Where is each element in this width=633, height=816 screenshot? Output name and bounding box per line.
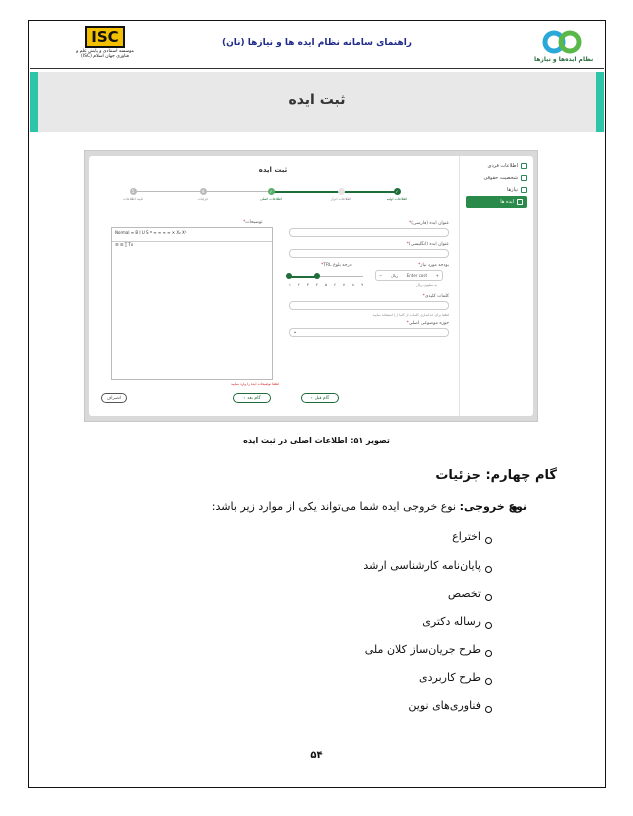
idea-form — [93, 156, 453, 416]
budget-unit: ریال — [390, 273, 399, 278]
trl-tick: ۷ — [343, 283, 345, 287]
screenshot-window — [89, 156, 533, 416]
check-icon: ✓ — [395, 189, 399, 194]
slider-knob-max[interactable] — [314, 273, 320, 279]
sub-bullet-marker — [485, 650, 492, 657]
description-editor[interactable] — [111, 227, 273, 380]
plus-icon[interactable]: + — [435, 273, 439, 278]
bullet-body: نوع خروجی ایده شما می‌تواند یکی از موارد زیر باشد: — [211, 500, 460, 513]
chevron-left-icon: ‹ — [243, 395, 246, 401]
sidebar-item-label: نیازها — [507, 187, 518, 193]
isc-logo — [76, 26, 134, 59]
next-step-button[interactable] — [233, 393, 271, 403]
nan-logo — [534, 28, 594, 68]
title-en-label: عنوان ایده (انگلیسی)* — [406, 242, 449, 247]
sub-bullet-marker — [485, 706, 492, 713]
field-label-text: حوزه موضوعی اصلی — [408, 321, 449, 326]
step-main-info[interactable] — [246, 188, 296, 201]
budget-input[interactable] — [375, 270, 443, 281]
sub-bullet-marker — [485, 594, 492, 601]
sub-bullet-marker — [485, 537, 492, 544]
section-heading: گام چهارم: جزئیات — [435, 468, 557, 483]
step-label: جزئیات — [197, 197, 209, 201]
button-label: گام بعد — [247, 395, 261, 401]
slider-knob-min[interactable] — [286, 273, 292, 279]
button-label: گام قبل — [314, 395, 330, 401]
embedded-screenshot — [84, 150, 538, 422]
step-confirm[interactable] — [108, 188, 158, 201]
trl-tick: ۸ — [352, 283, 354, 287]
cancel-button[interactable]: انصراف — [101, 393, 127, 403]
field-label-text: عنوان ایده (فارسی) — [411, 221, 449, 226]
slider-fill — [289, 276, 317, 278]
trl-tick: ۶ — [334, 283, 336, 287]
output-item: طرح جریان‌ساز کلان ملی — [364, 643, 481, 656]
sub-bullet-marker — [485, 566, 492, 573]
budget-label: بودجه مورد نیاز* — [418, 263, 449, 268]
sub-bullet-marker — [485, 622, 492, 629]
bullet-bold-label: نوع خروجی: — [459, 500, 527, 513]
title-fa-input[interactable] — [289, 228, 449, 237]
description-label: توضیحات* — [243, 220, 263, 225]
field-label-text: کلمات کلیدی — [424, 294, 449, 299]
trl-tick: ۳ — [307, 283, 309, 287]
trl-tick: ۵ — [325, 283, 327, 287]
keywords-label: کلمات کلیدی* — [422, 294, 449, 299]
bullet-text — [212, 500, 527, 513]
keywords-hint: لطفا برای جداسازی کلمات از کاما (,) استفاده نمایید — [372, 313, 449, 317]
trl-tick: ۴ — [316, 283, 318, 287]
sidebar-item-label: اطلاعات فردی — [487, 163, 518, 169]
sidebar-item-needs[interactable] — [460, 184, 533, 196]
page-header — [30, 24, 604, 69]
step-label: اطلاعات اصلی — [259, 197, 282, 201]
output-item: طرح کاربردی — [419, 671, 481, 684]
output-item: رساله دکتری — [422, 615, 481, 628]
keywords-input[interactable] — [289, 301, 449, 310]
field-label-text: درجه بلوغ TRL — [323, 263, 352, 268]
budget-hint: به میلیون ریال — [416, 283, 437, 287]
trl-slider[interactable] — [289, 272, 363, 282]
header-title: راهنمای سامانه نظام ایده ها و نیازها (نان) — [221, 38, 412, 48]
sidebar-item-label: ایده ها — [500, 199, 514, 205]
sidebar-item-legal[interactable] — [460, 172, 533, 184]
step-dot: 5 — [130, 188, 137, 195]
field-label-text: عنوان ایده (انگلیسی) — [408, 242, 449, 247]
field-label-text: بودجه مورد نیاز — [420, 263, 449, 268]
step-label: اطلاعات اولیه — [386, 197, 408, 201]
section-banner — [30, 72, 604, 132]
editor-toolbar[interactable]: Normal ≡ B I U S ❝ ≡ ≡ ≡ ≡ ✕ X₂ X² — [112, 228, 272, 242]
trl-scale — [289, 283, 363, 287]
output-item: تخصص — [447, 587, 481, 600]
user-icon — [521, 163, 527, 169]
prev-step-button[interactable] — [301, 393, 339, 403]
topic-label: حوزه موضوعی اصلی* — [406, 321, 449, 326]
sidebar-item-personal[interactable] — [460, 160, 533, 172]
form-title: ثبت ایده — [258, 166, 288, 174]
sidebar-item-ideas[interactable] — [466, 196, 527, 208]
trl-tick: ۱ — [289, 283, 291, 287]
isc-logo-mark: ISC — [85, 26, 124, 48]
topic-select[interactable] — [289, 328, 449, 337]
step-label: اطلاعات ابزار — [330, 197, 352, 201]
title-en-input[interactable] — [289, 249, 449, 258]
editor-toolbar-row-2[interactable]: ☰ ☰ T̲ Tx — [115, 242, 134, 247]
chevron-left-icon: ‹ — [310, 395, 313, 401]
step-tool-info[interactable] — [316, 188, 366, 201]
chevron-down-icon: ⌄ — [293, 329, 298, 335]
nan-logo-icon — [542, 28, 582, 56]
trl-tick: ۲ — [298, 283, 300, 287]
output-item: پایان‌نامه کارشناسی ارشد — [363, 559, 481, 572]
building-icon — [521, 175, 527, 181]
maturity-label: درجه بلوغ TRL* — [321, 263, 352, 268]
step-dot — [338, 188, 345, 195]
output-item: فناوری‌های نوین — [408, 699, 481, 712]
banner-title: ثبت ایده — [288, 92, 346, 108]
sidebar-item-label: شخصیت حقوقی — [483, 175, 518, 181]
step-label: تایید اطلاعات — [123, 197, 143, 201]
lightbulb-icon — [517, 199, 523, 205]
screenshot-sidebar — [459, 156, 533, 416]
description-hint: لطفا توضیحات ایده را وارد نمایید — [231, 382, 279, 386]
isc-logo-subtitle: موسسه استنادی و پایش علم و فناوری جهان اسلام (ISC) — [76, 49, 134, 59]
progress-stepper — [115, 188, 415, 208]
book-icon — [521, 187, 527, 193]
page-number: ۵۴ — [310, 750, 323, 761]
sub-bullet-marker — [485, 678, 492, 685]
figure-caption: تصویر ۵۱: اطلاعات اصلی در ثبت ایده — [243, 436, 390, 445]
step-dot: 4 — [200, 188, 207, 195]
nan-logo-text: نظام ایده‌ها و نیازها — [534, 56, 594, 63]
title-fa-label: عنوان ایده (فارسی)* — [409, 221, 449, 226]
check-icon: ✓ — [269, 189, 273, 194]
budget-placeholder: Enter cost — [406, 273, 428, 278]
step-details[interactable] — [178, 188, 228, 201]
output-item: اختراع — [452, 530, 481, 543]
step-basic-info[interactable] — [372, 188, 422, 201]
minus-icon[interactable]: − — [379, 273, 383, 278]
trl-tick: ۹ — [361, 283, 363, 287]
field-label-text: توضیحات — [245, 220, 263, 225]
